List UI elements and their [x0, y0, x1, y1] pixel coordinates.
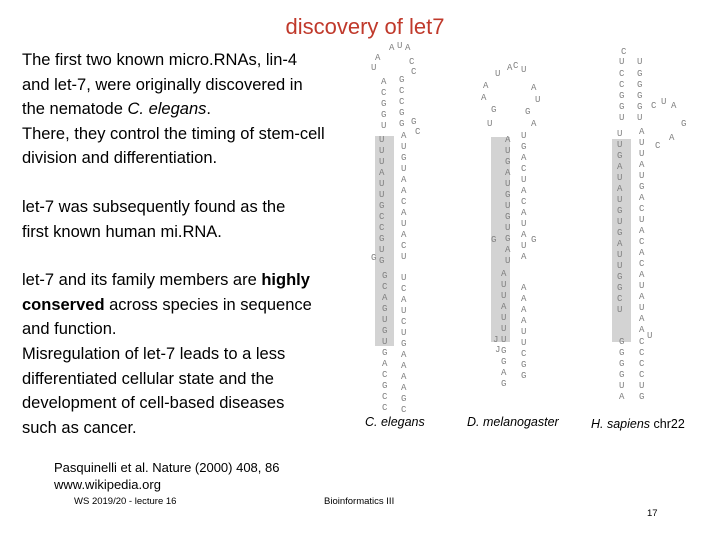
nucleotide-glyph: G: [505, 190, 511, 200]
nucleotide-glyph: U: [501, 291, 507, 301]
reference-pasquinelli: Pasquinelli et al. Nature (2000) 408, 86: [54, 460, 280, 475]
nucleotide-glyph: A: [401, 372, 407, 382]
nucleotide-glyph: U: [495, 69, 501, 79]
nucleotide-glyph: G: [521, 360, 527, 370]
nucleotide-glyph: U: [379, 135, 385, 145]
nucleotide-glyph: C: [639, 337, 645, 347]
nucleotide-glyph: U: [381, 121, 387, 131]
nucleotide-glyph: U: [617, 305, 623, 315]
p3-bold-highly: highly: [261, 271, 310, 290]
nucleotide-glyph: U: [401, 164, 407, 174]
nucleotide-glyph: G: [371, 253, 377, 263]
nucleotide-glyph: G: [501, 357, 507, 367]
nucleotide-glyph: A: [521, 153, 527, 163]
nucleotide-glyph: U: [379, 157, 385, 167]
nucleotide-glyph: C: [619, 69, 625, 79]
p3-line-6: development of cell-based diseases: [22, 394, 285, 413]
nucleotide-glyph: C: [639, 259, 645, 269]
nucleotide-glyph: A: [639, 314, 645, 324]
nucleotide-glyph: G: [639, 182, 645, 192]
nucleotide-letters: [371, 42, 686, 412]
nucleotide-glyph: A: [639, 160, 645, 170]
nucleotide-glyph: A: [669, 133, 675, 143]
nucleotide-glyph: G: [619, 370, 625, 380]
nucleotide-glyph: G: [531, 235, 537, 245]
nucleotide-glyph: G: [639, 392, 645, 402]
nucleotide-glyph: G: [681, 119, 687, 129]
nucleotide-glyph: U: [617, 140, 623, 150]
nucleotide-glyph: C: [379, 223, 385, 233]
nucleotide-glyph: A: [639, 292, 645, 302]
nucleotide-glyph: G: [619, 348, 625, 358]
nucleotide-glyph: G: [399, 119, 405, 129]
nucleotide-glyph: A: [505, 245, 511, 255]
nucleotide-glyph: A: [401, 295, 407, 305]
nucleotide-glyph: U: [401, 219, 407, 229]
body-text: [22, 48, 357, 440]
p2-line-1: let-7 was subsequently found as the: [22, 197, 286, 216]
nucleotide-glyph: C: [521, 197, 527, 207]
p2-line-2: first known human mi.RNA.: [22, 222, 222, 241]
nucleotide-glyph: G: [382, 271, 388, 281]
nucleotide-glyph: U: [521, 65, 527, 75]
nucleotide-glyph: A: [521, 305, 527, 315]
nucleotide-glyph: A: [639, 226, 645, 236]
nucleotide-glyph: G: [637, 91, 643, 101]
nucleotide-glyph: U: [397, 42, 403, 51]
nucleotide-glyph: C: [415, 127, 421, 137]
nucleotide-glyph: U: [661, 97, 667, 107]
nucleotide-glyph: G: [379, 201, 385, 211]
nucleotide-glyph: G: [382, 326, 388, 336]
nucleotide-glyph: G: [619, 337, 625, 347]
nucleotide-glyph: U: [505, 256, 511, 266]
nucleotide-glyph: G: [401, 339, 407, 349]
nucleotide-glyph: C: [411, 67, 417, 77]
nucleotide-glyph: C: [639, 204, 645, 214]
nucleotide-glyph: C: [382, 392, 388, 402]
nucleotide-glyph: C: [381, 88, 387, 98]
nucleotide-glyph: U: [379, 190, 385, 200]
nucleotide-glyph: C: [379, 212, 385, 222]
nucleotide-glyph: A: [521, 186, 527, 196]
nucleotide-glyph: A: [671, 101, 677, 111]
nucleotide-glyph: A: [382, 359, 388, 369]
nucleotide-glyph: C: [401, 284, 407, 294]
nucleotide-glyph: U: [505, 146, 511, 156]
page-number: 17: [647, 508, 658, 519]
nucleotide-glyph: A: [401, 383, 407, 393]
nucleotide-glyph: G: [381, 110, 387, 120]
nucleotide-glyph: A: [639, 193, 645, 203]
nucleotide-glyph: U: [505, 201, 511, 211]
nucleotide-glyph: C: [639, 237, 645, 247]
nucleotide-glyph: G: [379, 256, 385, 266]
nucleotide-glyph: U: [639, 303, 645, 313]
nucleotide-glyph: G: [637, 69, 643, 79]
nucleotide-glyph: G: [382, 381, 388, 391]
paragraph-2: [22, 195, 357, 244]
nucleotide-glyph: C: [401, 241, 407, 251]
nucleotide-glyph: C: [639, 370, 645, 380]
nucleotide-glyph: U: [401, 306, 407, 316]
nucleotide-glyph: A: [405, 43, 411, 53]
nucleotide-glyph: C: [639, 348, 645, 358]
nucleotide-glyph: G: [617, 206, 623, 216]
nucleotide-glyph: A: [401, 350, 407, 360]
nucleotide-glyph: U: [639, 149, 645, 159]
h-sapiens-text: H. sapiens: [591, 417, 651, 431]
nucleotide-glyph: G: [401, 394, 407, 404]
nucleotide-glyph: A: [401, 361, 407, 371]
nucleotide-glyph: U: [382, 315, 388, 325]
nucleotide-glyph: U: [617, 217, 623, 227]
nucleotide-glyph: A: [531, 119, 537, 129]
nucleotide-glyph: C: [382, 282, 388, 292]
nucleotide-glyph: U: [401, 273, 407, 283]
nucleotide-glyph: G: [617, 272, 623, 282]
nucleotide-glyph: U: [382, 337, 388, 347]
p3-line-1a: let-7 and its family members are: [22, 271, 262, 290]
nucleotide-glyph: U: [505, 223, 511, 233]
p3-line-3: and function.: [22, 320, 117, 339]
nucleotide-glyph: C: [399, 86, 405, 96]
nucleotide-glyph: C: [409, 57, 415, 67]
nucleotide-glyph: A: [501, 302, 507, 312]
nucleotide-glyph: U: [501, 313, 507, 323]
nucleotide-glyph: A: [401, 208, 407, 218]
label-c-elegans: [365, 415, 425, 429]
nucleotide-glyph: G: [399, 75, 405, 85]
nucleotide-glyph: A: [379, 168, 385, 178]
nucleotide-glyph: U: [521, 219, 527, 229]
nucleotide-glyph: A: [381, 77, 387, 87]
nucleotide-glyph: A: [501, 368, 507, 378]
nucleotide-glyph: C: [655, 141, 661, 151]
nucleotide-glyph: C: [617, 294, 623, 304]
nucleotide-glyph: G: [637, 80, 643, 90]
nucleotide-glyph: G: [521, 371, 527, 381]
hairpin-structures-svg: [355, 42, 705, 412]
nucleotide-glyph: U: [521, 131, 527, 141]
p1-species-italic: C. elegans: [127, 100, 207, 119]
nucleotide-glyph: U: [379, 146, 385, 156]
nucleotide-glyph: A: [382, 293, 388, 303]
p3-line-4: Misregulation of let-7 leads to a less: [22, 344, 286, 363]
p1-line-1: The first two known micro.RNAs, lin-4: [22, 51, 298, 69]
nucleotide-glyph: G: [399, 108, 405, 118]
nucleotide-glyph: C: [521, 349, 527, 359]
nucleotide-glyph: U: [535, 95, 541, 105]
footer-subject: Bioinformatics III: [324, 496, 395, 507]
nucleotide-glyph: A: [639, 127, 645, 137]
nucleotide-glyph: U: [371, 63, 377, 73]
nucleotide-glyph: A: [389, 43, 395, 53]
p1-line-5: division and differentiation.: [22, 149, 218, 168]
nucleotide-glyph: U: [379, 245, 385, 255]
nucleotide-glyph: A: [639, 248, 645, 258]
nucleotide-glyph: U: [647, 331, 653, 341]
nucleotide-glyph: A: [401, 186, 407, 196]
nucleotide-glyph: J: [495, 345, 501, 355]
nucleotide-glyph: G: [491, 235, 497, 245]
nucleotide-glyph: U: [619, 113, 625, 123]
nucleotide-glyph: C: [621, 47, 627, 57]
nucleotide-glyph: U: [521, 175, 527, 185]
nucleotide-glyph: A: [617, 184, 623, 194]
nucleotide-glyph: A: [483, 81, 489, 91]
nucleotide-glyph: G: [382, 304, 388, 314]
h-sapiens-chr-text: chr22: [650, 417, 685, 431]
nucleotide-glyph: A: [375, 53, 381, 63]
nucleotide-glyph: C: [382, 370, 388, 380]
nucleotide-glyph: A: [521, 283, 527, 293]
nucleotide-glyph: G: [619, 102, 625, 112]
nucleotide-glyph: U: [521, 241, 527, 251]
p1-line-2: and let-7, were originally discovered in: [22, 75, 303, 94]
nucleotide-glyph: A: [401, 131, 407, 141]
nucleotide-glyph: C: [639, 359, 645, 369]
nucleotide-glyph: G: [525, 107, 531, 117]
p3-bold-conserved: conserved: [22, 295, 105, 314]
nucleotide-glyph: G: [617, 283, 623, 293]
nucleotide-glyph: C: [401, 317, 407, 327]
nucleotide-glyph: A: [617, 239, 623, 249]
nucleotide-glyph: A: [481, 93, 487, 103]
nucleotide-glyph: G: [617, 151, 623, 161]
nucleotide-glyph: U: [401, 252, 407, 262]
nucleotide-glyph: U: [505, 179, 511, 189]
nucleotide-glyph: G: [505, 212, 511, 222]
rna-hairpin-figure: [355, 42, 705, 437]
nucleotide-glyph: U: [639, 381, 645, 391]
paragraph-1: [22, 48, 357, 171]
nucleotide-glyph: G: [382, 348, 388, 358]
nucleotide-glyph: U: [379, 179, 385, 189]
nucleotide-glyph: J: [493, 335, 499, 345]
nucleotide-glyph: U: [401, 142, 407, 152]
nucleotide-glyph: C: [513, 61, 519, 71]
nucleotide-glyph: U: [619, 381, 625, 391]
d-melanogaster-text: D. melanogaster: [467, 415, 559, 429]
nucleotide-glyph: U: [639, 281, 645, 291]
nucleotide-glyph: G: [505, 157, 511, 167]
nucleotide-glyph: A: [505, 135, 511, 145]
nucleotide-glyph: U: [639, 138, 645, 148]
nucleotide-glyph: C: [399, 97, 405, 107]
nucleotide-glyph: A: [521, 316, 527, 326]
label-d-melanogaster: [467, 415, 559, 429]
nucleotide-glyph: G: [401, 153, 407, 163]
c-elegans-text: C. elegans: [365, 415, 425, 429]
p3-line-2b: across species in sequence: [104, 295, 312, 314]
p1-line-3a: the nematode: [22, 100, 128, 119]
nucleotide-glyph: G: [379, 234, 385, 244]
references: [54, 459, 279, 493]
nucleotide-glyph: U: [637, 57, 643, 67]
nucleotide-glyph: U: [501, 324, 507, 334]
nucleotide-glyph: A: [401, 230, 407, 240]
nucleotide-glyph: U: [639, 171, 645, 181]
nucleotide-glyph: U: [617, 129, 623, 139]
nucleotide-glyph: C: [521, 164, 527, 174]
nucleotide-glyph: A: [639, 325, 645, 335]
label-h-sapiens: [591, 417, 685, 431]
nucleotide-glyph: C: [651, 101, 657, 111]
nucleotide-glyph: A: [521, 294, 527, 304]
nucleotide-glyph: A: [521, 230, 527, 240]
nucleotide-glyph: U: [617, 250, 623, 260]
reference-wikipedia: www.wikipedia.org: [54, 477, 161, 492]
nucleotide-glyph: A: [531, 83, 537, 93]
nucleotide-glyph: U: [617, 173, 623, 183]
nucleotide-glyph: C: [401, 405, 407, 412]
nucleotide-glyph: A: [619, 392, 625, 402]
nucleotide-glyph: A: [401, 175, 407, 185]
p3-line-7: such as cancer.: [22, 418, 137, 437]
nucleotide-glyph: G: [617, 228, 623, 238]
nucleotide-glyph: A: [521, 252, 527, 262]
nucleotide-glyph: U: [521, 338, 527, 348]
nucleotide-glyph: G: [505, 234, 511, 244]
nucleotide-glyph: U: [401, 328, 407, 338]
nucleotide-glyph: A: [617, 162, 623, 172]
nucleotide-glyph: G: [521, 142, 527, 152]
nucleotide-glyph: G: [619, 91, 625, 101]
nucleotide-glyph: A: [501, 269, 507, 279]
nucleotide-glyph: U: [619, 57, 625, 67]
p3-line-5: differentiated cellular state and the: [22, 369, 274, 388]
nucleotide-glyph: G: [619, 359, 625, 369]
nucleotide-glyph: U: [501, 280, 507, 290]
nucleotide-glyph: U: [639, 215, 645, 225]
nucleotide-glyph: U: [637, 113, 643, 123]
footer-course: WS 2019/20 - lecture 16: [74, 496, 177, 507]
nucleotide-glyph: C: [619, 80, 625, 90]
nucleotide-glyph: A: [639, 270, 645, 280]
p1-line-4: There, they control the timing of stem-cell: [22, 124, 325, 143]
nucleotide-glyph: U: [521, 327, 527, 337]
nucleotide-glyph: G: [411, 117, 417, 127]
nucleotide-glyph: G: [381, 99, 387, 109]
nucleotide-glyph: A: [507, 63, 513, 73]
p1-line-3c: .: [206, 100, 211, 119]
slide-title: discovery of let7: [285, 14, 445, 39]
nucleotide-glyph: U: [617, 195, 623, 205]
nucleotide-glyph: U: [617, 261, 623, 271]
nucleotide-glyph: C: [401, 197, 407, 207]
nucleotide-glyph: G: [637, 102, 643, 112]
nucleotide-glyph: G: [491, 105, 497, 115]
nucleotide-glyph: G: [501, 379, 507, 389]
nucleotide-glyph: U: [487, 119, 493, 129]
nucleotide-glyph: A: [521, 208, 527, 218]
nucleotide-glyph: A: [505, 168, 511, 178]
nucleotide-glyph: G: [501, 346, 507, 356]
nucleotide-glyph: C: [382, 403, 388, 412]
nucleotide-glyph: U: [501, 335, 507, 345]
paragraph-3: [22, 268, 357, 440]
